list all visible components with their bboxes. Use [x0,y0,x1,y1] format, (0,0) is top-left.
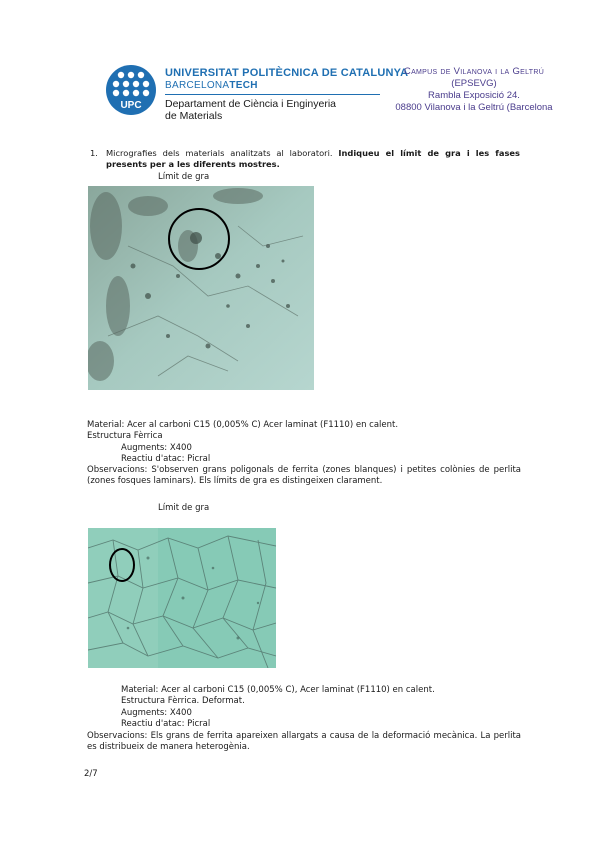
sample2-structure: Estructura Fèrrica. Deformat. [121,696,245,706]
question-text-bold: Indiqueu el límit de gra i les fases presents per a les diferents mostres. [106,148,520,169]
sample1-reagent: Reactiu d'atac: Picral [121,454,211,464]
upc-logo-dots-icon [106,65,156,115]
sample1-material: Material: Acer al carboni C15 (0,005% C) Acer laminat (F1110) en calent. [87,420,399,430]
sample1-magnification: Augments: X400 [121,443,192,453]
department-line-2: de Materials [165,110,223,122]
department-line-1: Departament de Ciència i Enginyeria [165,98,337,110]
sample2-magnification: Augments: X400 [121,708,192,718]
upc-logo [106,65,156,115]
campus-line-4: 08800 Vilanova i la Geltrú (Barcelona [395,102,553,113]
university-subtitle-prefix: BARCELONA [165,80,230,91]
sample1-observations: Observacions: S'observen grans poligonals de ferrita (zones blanques) i petites colònies de perlita (zones fosques laminars). Els límits de gra es distingeixen clarament. [87,465,521,486]
campus-line-1: Campus de Vilanova i la Geltrú [403,66,545,77]
question-number: 1. [90,148,98,158]
question-text [106,148,520,170]
grain-boundary-label-2: Límit de gra [158,503,210,513]
campus-line-3: Rambla Exposició 24. [428,90,520,101]
university-subtitle [165,80,258,91]
department-name [165,98,385,122]
sample1-structure: Estructura Fèrrica [87,431,163,441]
micrograph-2 [88,528,276,668]
sample2-reagent: Reactiu d'atac: Picral [121,719,211,729]
grain-boundary-label-1: Límit de gra [158,172,210,182]
university-name: UNIVERSITAT POLITÈCNICA DE CATALUNYA [165,67,409,79]
sample2-material: Material: Acer al carboni C15 (0,005% C), Acer laminat (F1110) en calent. [121,685,435,695]
campus-line-2: (EPSEVG) [451,78,497,89]
page-number: 2/7 [84,769,98,779]
upc-logo-text: UPC [120,100,142,111]
micrograph-1 [88,186,314,390]
university-subtitle-bold: TECH [229,80,258,91]
header-rule [165,94,380,95]
sample2-observations: Observacions: Els grans de ferrita apareixen allargats a causa de la deformació mecànica. La perlita es distribueix de manera heterogènia. [87,731,521,752]
question-text-plain: Micrografies dels materials analitzats al laboratori. [106,148,333,158]
campus-address [384,66,564,114]
